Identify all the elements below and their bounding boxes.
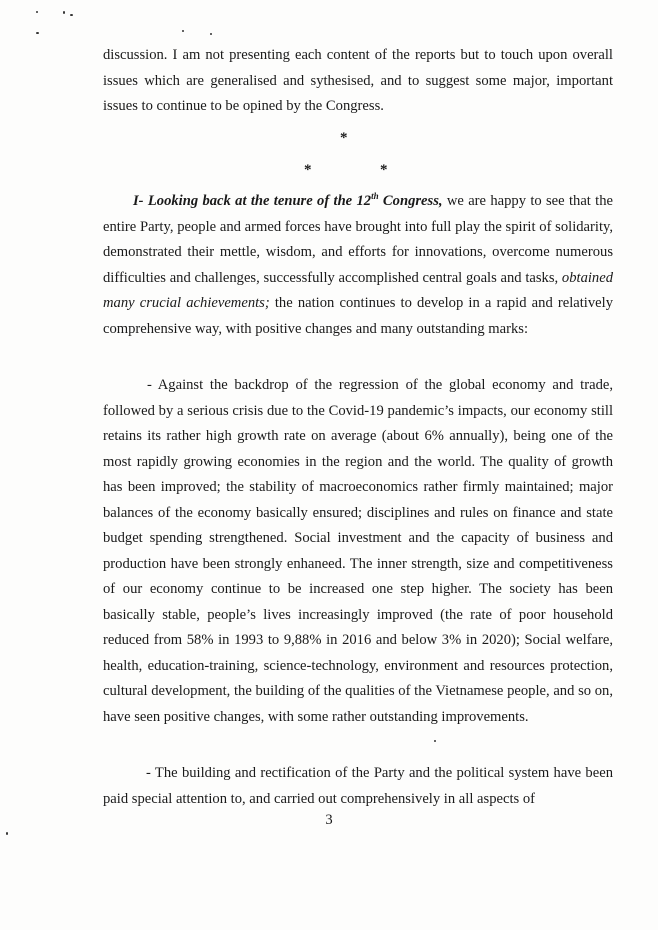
separator-star: * — [340, 130, 348, 146]
emphasis-text: obtained many crucial achievements; — [103, 269, 613, 311]
paragraph-intro: discussion. I am not presenting each content of the reports but to touch upon overall issues which are generalised and sythesised, and to suggest some major, important issues to continue to be opined by the Congress. — [103, 47, 613, 114]
scan-speck — [70, 14, 73, 16]
section-heading-text: I- Looking back at the tenure of the 12 — [133, 193, 372, 209]
scan-speck — [36, 11, 38, 13]
section-heading-suffix: Congress, — [378, 193, 443, 209]
paragraph-section-one — [103, 189, 613, 342]
separator-star: * — [380, 162, 388, 178]
separator-star: * — [304, 162, 312, 178]
paragraph-text: we are happy to see that the entire Party, people and armed forces have brought into full play the spirit of solidarity, demonstrated their mettle, wisdom, and efforts for innovations, overcome numerous difficulties and challenges, successfully accomplished central goals and tasks, — [103, 193, 613, 286]
section-heading-superscript: th — [371, 191, 379, 202]
scan-speck — [210, 33, 212, 35]
paragraph-text: the nation continues to develop in a rapid and relatively comprehensive way, with positive changes and many outstanding marks: — [103, 295, 613, 337]
scan-speck — [434, 740, 436, 742]
paragraph-party-building: - The building and rectification of the Party and the political system have been paid special attention to, and carried out comprehensively in all aspects of — [103, 765, 613, 807]
page-number: 3 — [325, 812, 333, 828]
scan-speck — [63, 11, 65, 14]
paragraph-economy: - Against the backdrop of the regression of the global economy and trade, followed by a serious crisis due to the Covid-19 pandemic’s impacts, our economy still retains its rather high growth rate on average (about 6% annually), being one of the most rapidly growing economies in the region and the world. The quality of growth has been improved; the stability of macroeconomics rather firmly maintained; major balances of the economy basically ensured; disciplines and rules on finance and state budget spending strengthened. Social investment and the capacity of business and production have been strongly enhaneed. The inner strength, size and competitiveness of our economy continue to be increased one step higher. The society has been basically stable, people’s lives increasingly improved (the rate of poor household reduced from 58% in 1993 to 9,88% in 2016 and below 3% in 2020); Social welfare, health, education-training, science-technology, environment and resources protection, cultural development, the building of the qualities of the Vietnamese people, and so on, have seen positive changes, with some rather outstanding improvements. — [103, 377, 613, 725]
scan-speck — [182, 30, 184, 32]
section-heading — [133, 193, 443, 209]
scan-speck — [6, 832, 8, 835]
scan-speck — [36, 32, 39, 34]
